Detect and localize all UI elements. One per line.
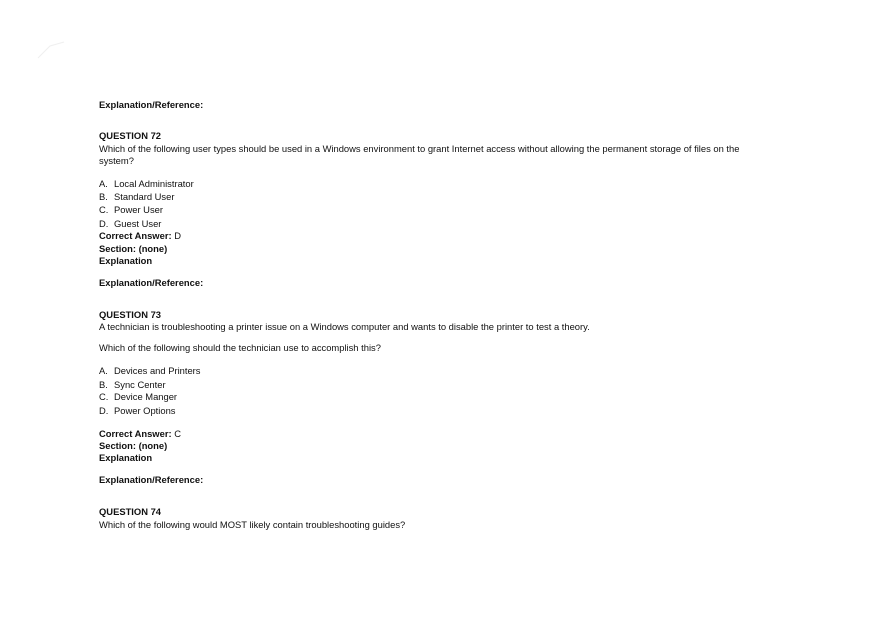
question-74-title: QUESTION 74 (99, 506, 161, 517)
question-72-text: Which of the following user types should be used in a Windows environment to grant Internet access without allowing the permanent storage of files on the system? (99, 143, 740, 166)
q73-option-a: A. Devices and Printers (99, 365, 201, 376)
question-73-text: A technician is troubleshooting a printer issue on a Windows computer and wants to disable the printer to test a theory. (99, 321, 590, 332)
q72-explanation-reference: Explanation/Reference: (99, 277, 204, 288)
q73-option-d: D. Power Options (99, 405, 176, 416)
q73-section: Section: (none) (99, 440, 168, 451)
q72-option-a: A. Local Administrator (99, 178, 194, 189)
q72-option-b: B. Standard User (99, 191, 175, 202)
question-73-prompt: Which of the following should the technician use to accomplish this? (99, 342, 381, 353)
question-72-title: QUESTION 72 (99, 130, 161, 141)
q72-explanation: Explanation (99, 255, 153, 266)
corner-watermark-icon (36, 40, 66, 60)
question-73-title: QUESTION 73 (99, 309, 161, 320)
q73-correct-answer: Correct Answer: C (99, 428, 181, 439)
q72-correct-answer: Correct Answer: D (99, 230, 181, 241)
q73-explanation: Explanation (99, 452, 153, 463)
q73-explanation-reference: Explanation/Reference: (99, 474, 204, 485)
q73-option-b: B. Sync Center (99, 379, 166, 390)
explanation-reference-heading: Explanation/Reference: (99, 99, 204, 110)
q72-option-d: D. Guest User (99, 218, 162, 229)
q72-section: Section: (none) (99, 243, 168, 254)
question-74-text: Which of the following would MOST likely contain troubleshooting guides? (99, 519, 406, 530)
q73-option-c: C. Device Manger (99, 391, 178, 402)
q72-option-c: C. Power User (99, 204, 163, 215)
